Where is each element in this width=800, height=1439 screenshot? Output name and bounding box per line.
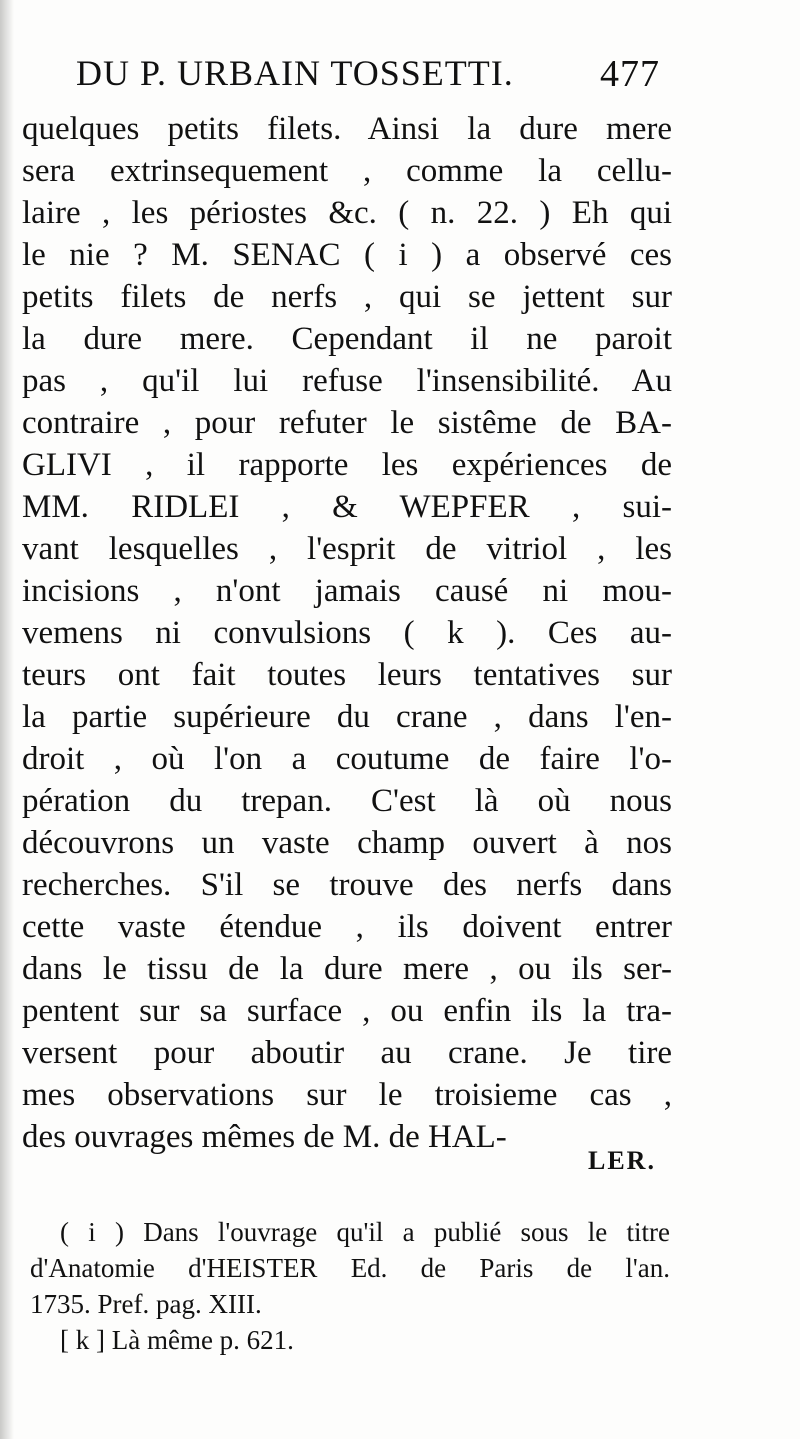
text-line: vant lesquelles , l'esprit de vitriol , les — [22, 531, 672, 567]
text-line: la partie supérieure du crane , dans l'en- — [22, 699, 672, 735]
text-line: dans le tissu de la dure mere , ou ils ser- — [22, 951, 672, 987]
text-line: laire , les périostes &c. ( n. 22. ) Eh qui — [22, 195, 672, 231]
text-line: mes observations sur le troisieme cas , — [22, 1077, 672, 1113]
text-line: droit , où l'on a coutume de faire l'o- — [22, 741, 672, 777]
text-line: versent pour aboutir au crane. Je tire — [22, 1035, 672, 1071]
footnotes — [30, 1214, 670, 1358]
text-line: GLIVI , il rapporte les expériences de — [22, 447, 672, 483]
text-line: pération du trepan. C'est là où nous — [22, 783, 672, 819]
footnote-line: [ k ] Là même p. 621. — [60, 1325, 294, 1355]
text-line: teurs ont fait toutes leurs tentatives sur — [22, 657, 672, 693]
page-number: 477 — [600, 53, 660, 95]
text-line: quelques petits filets. Ainsi la dure mere — [22, 111, 672, 147]
footnote-line: 1735. Pref. pag. XIII. — [30, 1289, 262, 1319]
text-line: MM. RIDLEI , & WEPFER , sui- — [22, 489, 672, 525]
text-line: contraire , pour refuter le sistême de BA- — [22, 405, 672, 441]
text-line: petits filets de nerfs , qui se jettent sur — [22, 279, 672, 315]
text-line: incisions , n'ont jamais causé ni mou- — [22, 573, 672, 609]
running-head-title: DU P. URBAIN TOSSETTI. — [76, 53, 514, 93]
text-line: recherches. S'il se trouve des nerfs dans — [22, 867, 672, 903]
body-text — [22, 108, 672, 1158]
text-line: le nie ? M. SENAC ( i ) a observé ces — [22, 237, 672, 273]
text-line: sera extrinsequement , comme la cellu- — [22, 153, 672, 189]
footnote-line: d'Anatomie d'HEISTER Ed. de Paris de l'an. — [30, 1253, 670, 1283]
text-line: vemens ni convulsions ( k ). Ces au- — [22, 615, 672, 651]
text-line: découvrons un vaste champ ouvert à nos — [22, 825, 672, 861]
running-head — [70, 52, 690, 102]
text-line: pas , qu'il lui refuse l'insensibilité. Au — [22, 363, 672, 399]
text-line: des ouvrages mêmes de M. de HAL- — [22, 1119, 507, 1155]
page-gutter-shadow — [0, 0, 14, 1439]
text-line: cette vaste étendue , ils doivent entrer — [22, 909, 672, 945]
text-line: pentent sur sa surface , ou enfin ils la tra- — [22, 993, 672, 1029]
catchword: LER. — [588, 1146, 656, 1175]
footnote-line: ( i ) Dans l'ouvrage qu'il a publié sous le titre — [60, 1217, 670, 1247]
text-line: la dure mere. Cependant il ne paroit — [22, 321, 672, 357]
